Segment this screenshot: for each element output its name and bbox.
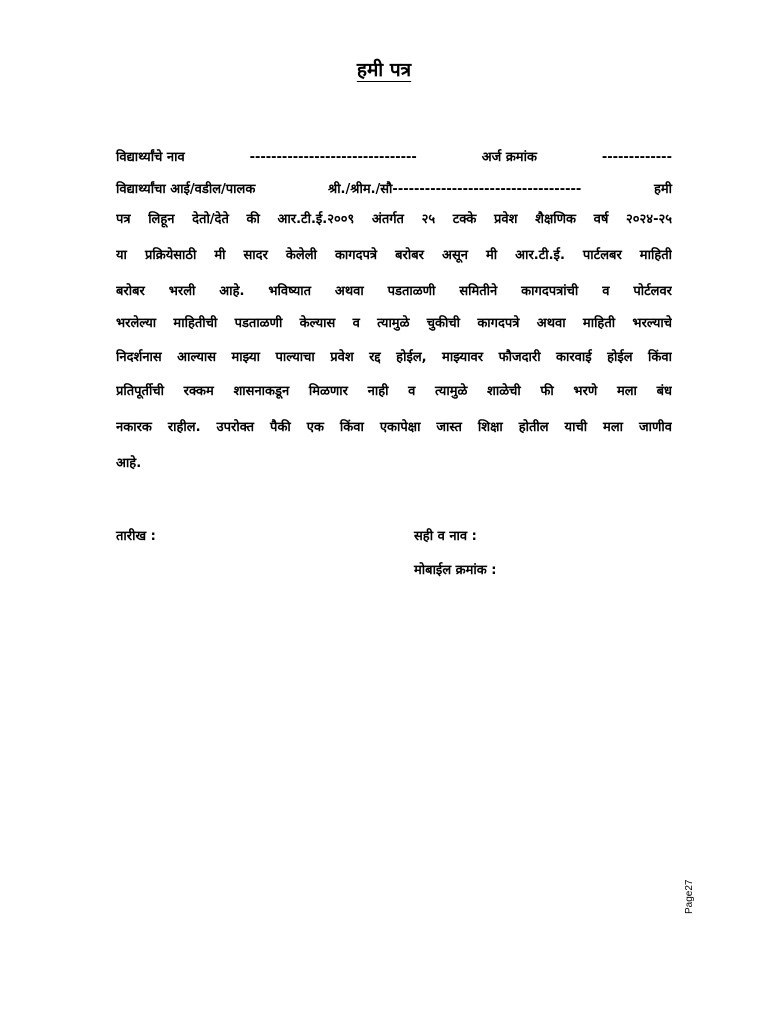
date-label: तारीख :: [116, 529, 156, 544]
application-number-label: अर्ज क्रमांक: [481, 150, 537, 165]
student-name-line: [116, 148, 672, 168]
application-number-blank: -------------: [601, 150, 672, 165]
paragraph-line: नकारक राहील. उपरोक्त पैकी एक किंवा एकापेक्षा जास्त शिक्षा होतील याची मला जाणीव: [116, 420, 672, 435]
signature-label: सही व नाव :: [414, 529, 477, 544]
parent-line-tail: हमी: [653, 182, 672, 197]
page-number: Page27: [684, 879, 695, 914]
parent-label: विद्यार्थ्यांचा आई/वडील/पालक: [116, 182, 256, 197]
paragraph-line: आहे.: [116, 456, 142, 471]
paragraph-line: पत्र लिहून देतो/देते की आर.टी.ई.२००९ अंतर्गत २५ टक्के प्रवेश शैक्षणिक वर्ष २०२४-२५: [116, 212, 672, 227]
paragraph-line: निदर्शनास आल्यास माझ्या पाल्याचा प्रवेश रद्द होईल, माझ्यावर फौजदारी कारवाई होईल किंवा: [116, 350, 672, 365]
student-name-blank: -------------------------------: [249, 150, 417, 165]
document-title: हमी पत्र: [356, 59, 412, 81]
paragraph-line: बरोबर भरली आहे. भविष्यात अथवा पडताळणी समितीने कागदपत्रांची व पोर्टलवर: [116, 284, 672, 299]
student-name-label: विद्यार्थ्यांचे नाव: [116, 150, 185, 165]
parent-line: [116, 180, 672, 200]
paragraph-line: प्रतिपूर्तीची रक्कम शासनाकडून मिळणार नाही व त्यामुळे शाळेची फी भरणे मला बंध: [116, 384, 672, 399]
paragraph-line: भरलेल्या माहितीची पडताळणी केल्यास व त्यामुळे चुकीची कागदपत्रे अथवा माहिती भरल्याचे: [116, 316, 672, 331]
paragraph-line: या प्रक्रियेसाठी मी सादर केलेली कागदपत्रे बरोबर असून मी आर.टी.ई. पार्टलबर माहिती: [116, 248, 672, 263]
parent-honorific-blank: श्री./श्रीम./सौ-----------------------------------: [327, 182, 582, 197]
mobile-number-label: मोबाईल क्रमांक :: [414, 563, 497, 578]
